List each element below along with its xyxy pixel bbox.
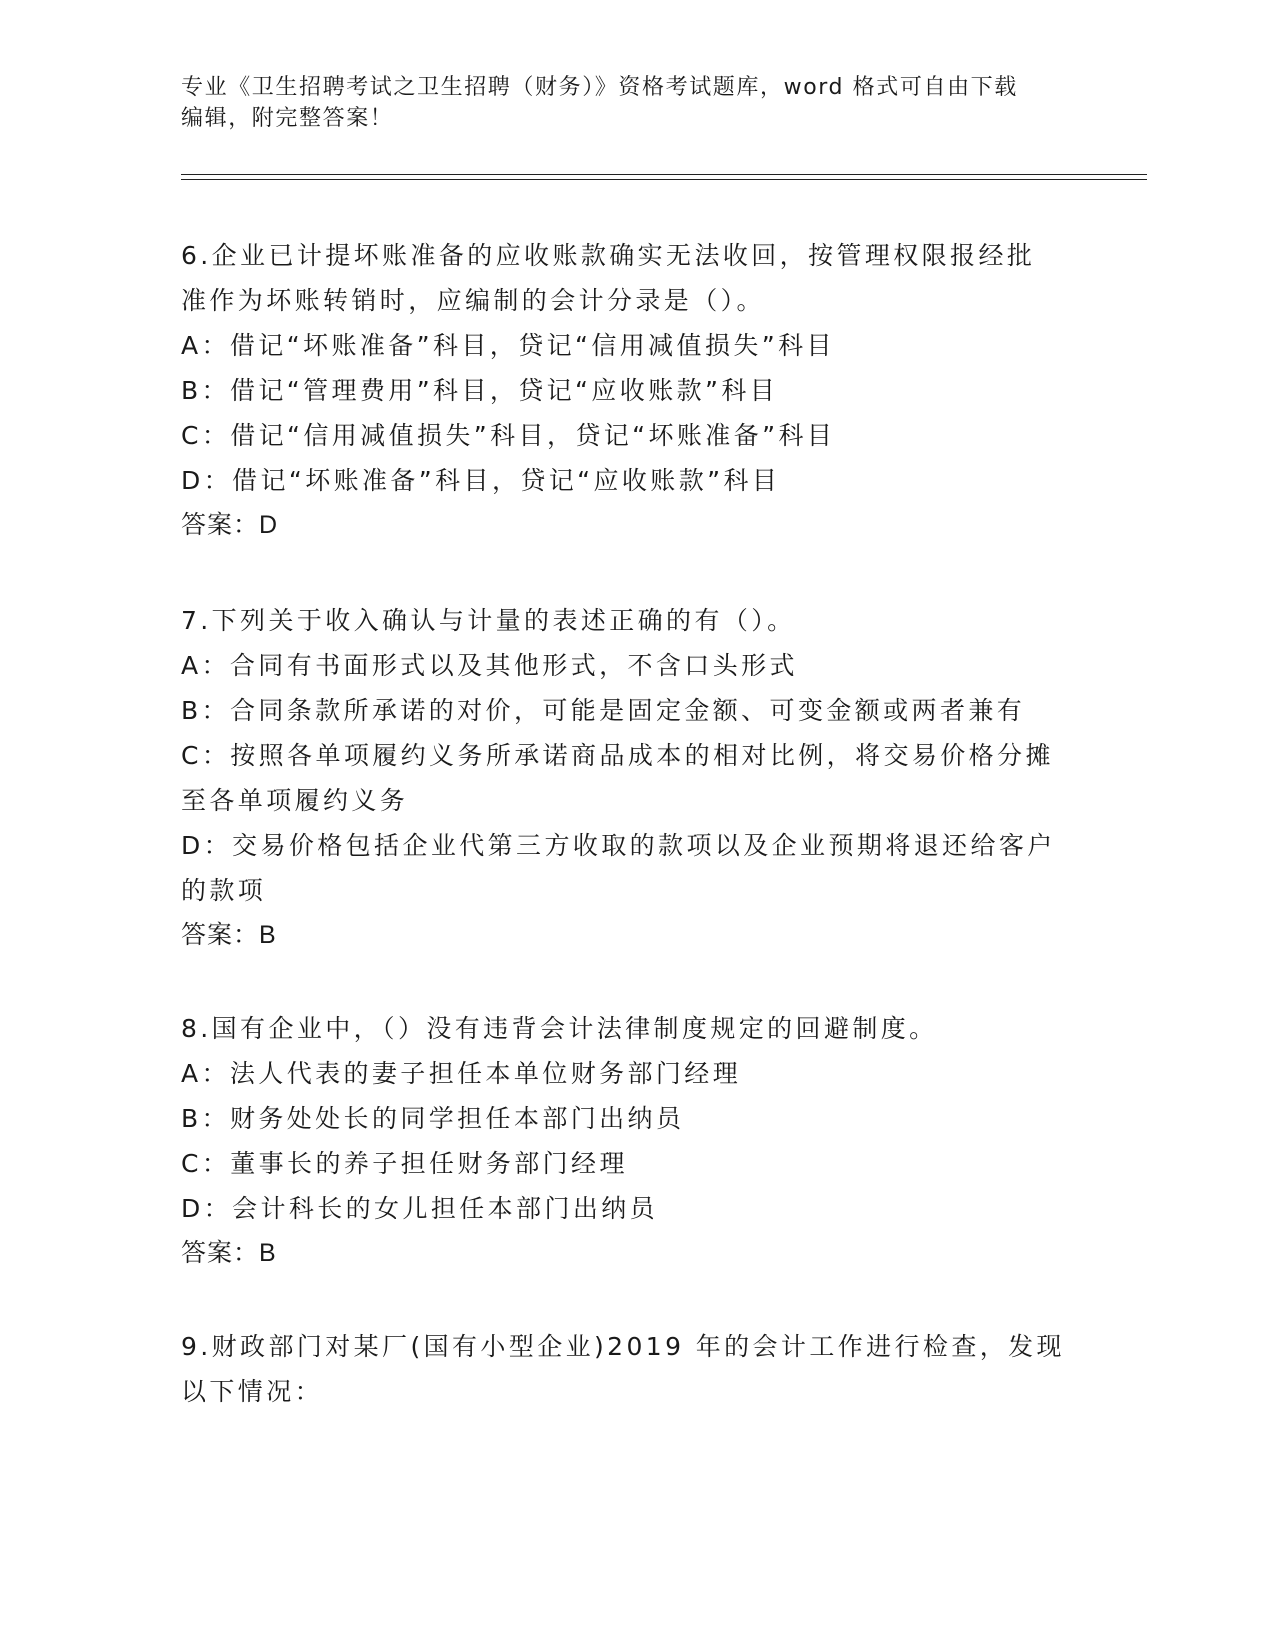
document-header xyxy=(181,72,1061,134)
question-stem: 8.国有企业中，（）没有违背会计法律制度规定的回避制度。 xyxy=(181,1014,938,1043)
answer: 答案：D xyxy=(181,511,279,539)
question-7 xyxy=(181,598,1081,958)
answer: 答案：B xyxy=(181,921,277,949)
option-d: D：交易价格包括企业代第三方收取的款项以及企业预期将退还给客户 xyxy=(181,831,1056,860)
option-c-continued: 至各单项履约义务 xyxy=(181,786,409,815)
question-8 xyxy=(181,1006,1081,1276)
option-c: C：按照各单项履约义务所承诺商品成本的相对比例，将交易价格分摊 xyxy=(181,741,1054,770)
option-c: C：借记“信用减值损失”科目，贷记“坏账准备”科目 xyxy=(181,421,836,450)
question-9 xyxy=(181,1324,1081,1414)
question-stem: 准作为坏账转销时，应编制的会计分录是（）。 xyxy=(181,286,765,315)
option-b: B：财务处处长的同学担任本部门出纳员 xyxy=(181,1104,685,1133)
option-a: A：法人代表的妻子担任本单位财务部门经理 xyxy=(181,1059,742,1088)
option-a: A：合同有书面形式以及其他形式，不含口头形式 xyxy=(181,651,798,680)
option-d: D：借记“坏账准备”科目，贷记“应收账款”科目 xyxy=(181,466,781,495)
answer: 答案：B xyxy=(181,1239,277,1267)
header-divider-bottom xyxy=(181,179,1147,180)
question-6 xyxy=(181,233,1081,548)
option-c: C：董事长的养子担任财务部门经理 xyxy=(181,1149,628,1178)
option-b: B：借记“管理费用”科目，贷记“应收账款”科目 xyxy=(181,376,779,405)
option-a: A：借记“坏账准备”科目，贷记“信用减值损失”科目 xyxy=(181,331,835,360)
question-stem: 以下情况： xyxy=(181,1377,324,1406)
header-line-1: 专业《卫生招聘考试之卫生招聘（财务）》资格考试题库，word 格式可自由下载 xyxy=(181,75,1018,100)
header-line-2: 编辑，附完整答案！ xyxy=(181,106,394,131)
question-stem: 6.企业已计提坏账准备的应收账款确实无法收回，按管理权限报经批 xyxy=(181,241,1036,270)
option-b: B：合同条款所承诺的对价，可能是固定金额、可变金额或两者兼有 xyxy=(181,696,1026,725)
question-stem: 9.财政部门对某厂(国有小型企业)2019 年的会计工作进行检查，发现 xyxy=(181,1332,1065,1361)
question-stem: 7.下列关于收入确认与计量的表述正确的有（）。 xyxy=(181,606,796,635)
header-divider-top xyxy=(181,174,1147,175)
option-d-continued: 的款项 xyxy=(181,876,267,905)
option-d: D：会计科长的女儿担任本部门出纳员 xyxy=(181,1194,659,1223)
